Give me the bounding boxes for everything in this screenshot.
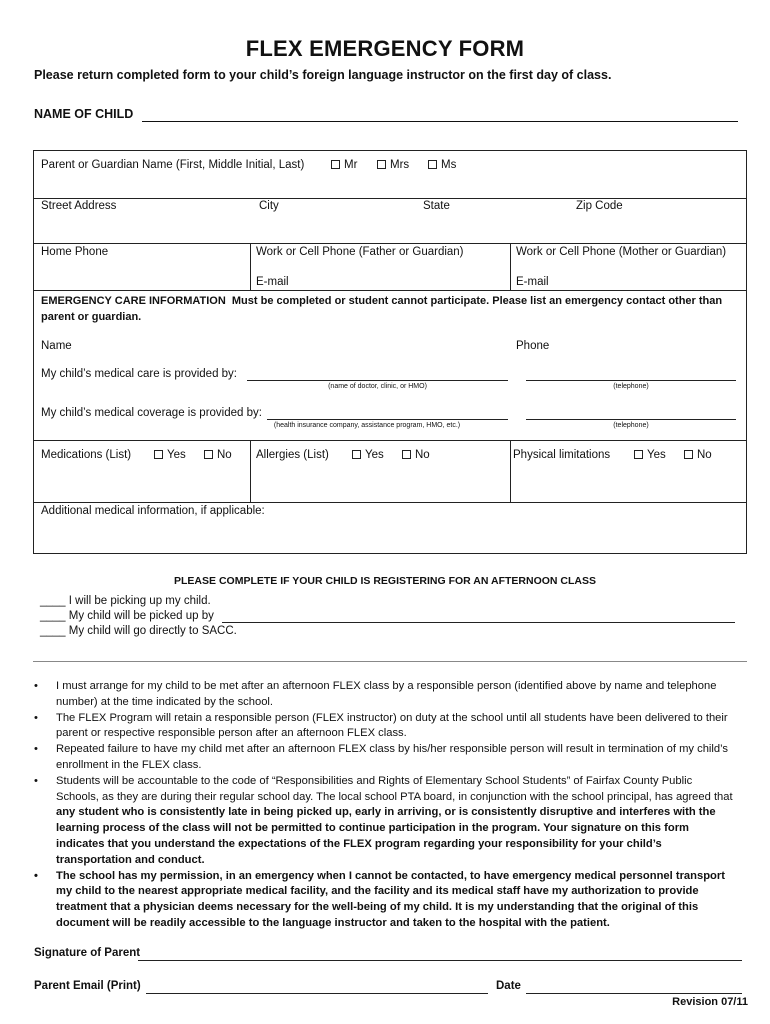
parent-email-label: Parent Email (Print) [34, 980, 141, 992]
checkbox[interactable] [204, 450, 213, 459]
parent-email-field[interactable] [146, 993, 488, 994]
emergency-heading: EMERGENCY CARE INFORMATION [41, 295, 226, 307]
pickup-option-sacc[interactable]: ____ My child will go directly to SACC. [40, 625, 237, 637]
form-subtitle: Please return completed form to your child’s foreign language instructor on the first day of class. [34, 68, 612, 82]
checkbox[interactable] [154, 450, 163, 459]
checkbox[interactable] [402, 450, 411, 459]
street-address-label: Street Address [41, 200, 117, 212]
divider [34, 502, 746, 503]
medical-coverage-phone-field[interactable] [526, 419, 736, 420]
list-item: • The school has my permission, in an emergency when I cannot be contacted, to have emergency medical personnel transport my child to the nearest appropriate medical facility, and the facility and its medical staff have my authorization to provide treatment that a physician deems necessary for the well-being of my child. It is my understanding that the original of this document will be readily accessible to the language instructor and taken to the hospital with the patient. [34, 869, 725, 929]
name-of-child-label: NAME OF CHILD [34, 107, 134, 121]
info-box [33, 150, 747, 554]
form-title: FLEX EMERGENCY FORM [245, 36, 525, 61]
email-father-label: E-mail [256, 276, 289, 288]
emergency-name-label: Name [41, 340, 72, 352]
list-item: • The FLEX Program will retain a responsible person (FLEX instructor) on duty at the school until all students have been delivered to their parent or respective responsible person after an afternoon FLEX class. [34, 711, 728, 740]
email-mother-label: E-mail [516, 276, 549, 288]
medical-care-label: My child’s medical care is provided by: [41, 368, 238, 380]
mrs-checkbox[interactable] [377, 160, 386, 169]
ms-checkbox[interactable] [428, 160, 437, 169]
allergies-no[interactable]: No [402, 449, 430, 461]
emergency-instruction: Must be completed or student cannot participate. Please list an emergency contact other than [231, 295, 723, 307]
checkbox[interactable] [352, 450, 361, 459]
medical-coverage-field[interactable] [267, 419, 508, 420]
name-of-child-field[interactable] [142, 121, 738, 122]
telephone-hint: (telephone) [613, 383, 649, 390]
emergency-phone-label: Phone [516, 340, 550, 352]
mr-checkbox[interactable] [331, 160, 340, 169]
care-hint: (name of doctor, clinic, or HMO) [328, 383, 427, 390]
physical-no[interactable]: No [684, 449, 712, 461]
date-label: Date [496, 980, 521, 992]
mr-option[interactable]: Mr [331, 159, 357, 171]
physical-limitations-label: Physical limitations [513, 449, 611, 461]
additional-info-label: Additional medical information, if applicable: [41, 505, 265, 517]
parent-signature-label: Signature of Parent [34, 947, 141, 959]
mrs-option[interactable]: Mrs [377, 159, 409, 171]
medications-yes[interactable]: Yes [154, 449, 186, 461]
divider [34, 198, 746, 199]
medications-label: Medications (List) [41, 449, 132, 461]
guardian-name-label: Parent or Guardian Name (First, Middle Initial, Last) [41, 159, 305, 171]
pickup-option-other[interactable]: ____ My child will be picked up by [40, 610, 214, 622]
allergies-label: Allergies (List) [256, 449, 329, 461]
coverage-hint: (health insurance company, assistance program, HMO, etc.) [273, 422, 461, 429]
work-phone-father-label: Work or Cell Phone (Father or Guardian) [256, 246, 464, 258]
checkbox[interactable] [684, 450, 693, 459]
allergies-yes[interactable]: Yes [352, 449, 384, 461]
afternoon-heading: PLEASE COMPLETE IF YOUR CHILD IS REGISTERING FOR AN AFTERNOON CLASS [174, 575, 596, 587]
divider [250, 243, 251, 290]
section-divider [33, 661, 747, 662]
list-item: • Students will be accountable to the code of “Responsibilities and Rights of Elementary School Students” of Fairfax County Public Schools, as they are during their regular school day. The local school PTA board, in conjunction with the school principal, has agreed that any student who is consistently late in being picked up, early in arriving, or is consistently disruptive and interferes with the learning process of the class will not be permitted to continue participation in the program. Your signature on this form indicates that you understand the expectations of the FLEX program regarding your responsibility for your child’s transportation and conduct. [34, 774, 733, 866]
zip-code-label: Zip Code [576, 200, 623, 212]
telephone-hint: (telephone) [613, 422, 649, 429]
emergency-instructions [41, 293, 741, 325]
divider [34, 440, 746, 441]
home-phone-label: Home Phone [41, 246, 109, 258]
list-item: • I must arrange for my child to be met after an afternoon FLEX class by a responsible person (identified above by name and telephone number) at the time indicated by the school. [34, 680, 717, 708]
terms-list [34, 679, 736, 932]
physical-yes[interactable]: Yes [634, 449, 666, 461]
divider [34, 290, 746, 291]
pickup-option-self[interactable]: ____ I will be picking up my child. [40, 595, 211, 607]
checkbox[interactable] [634, 450, 643, 459]
revision-label: Revision 07/11 [672, 996, 748, 1008]
medical-care-field[interactable] [247, 380, 508, 381]
medical-care-phone-field[interactable] [526, 380, 736, 381]
divider [250, 440, 251, 502]
work-phone-mother-label: Work or Cell Phone (Mother or Guardian) [516, 246, 727, 258]
list-item: • Repeated failure to have my child met after an afternoon FLEX class by his/her responsible person will result in termination of my child’s enrollment in the FLEX class. [34, 743, 728, 771]
divider [510, 243, 511, 290]
ms-option[interactable]: Ms [428, 159, 456, 171]
parent-signature-field[interactable] [138, 960, 742, 961]
divider [510, 440, 511, 502]
divider [34, 243, 746, 244]
emergency-instruction-line2: parent or guardian. [41, 311, 142, 323]
picked-up-by-field[interactable] [222, 622, 735, 623]
date-field[interactable] [526, 993, 742, 994]
medical-coverage-label: My child’s medical coverage is provided by: [41, 407, 262, 419]
city-label: City [259, 200, 279, 212]
medications-no[interactable]: No [204, 449, 232, 461]
state-label: State [423, 200, 450, 212]
